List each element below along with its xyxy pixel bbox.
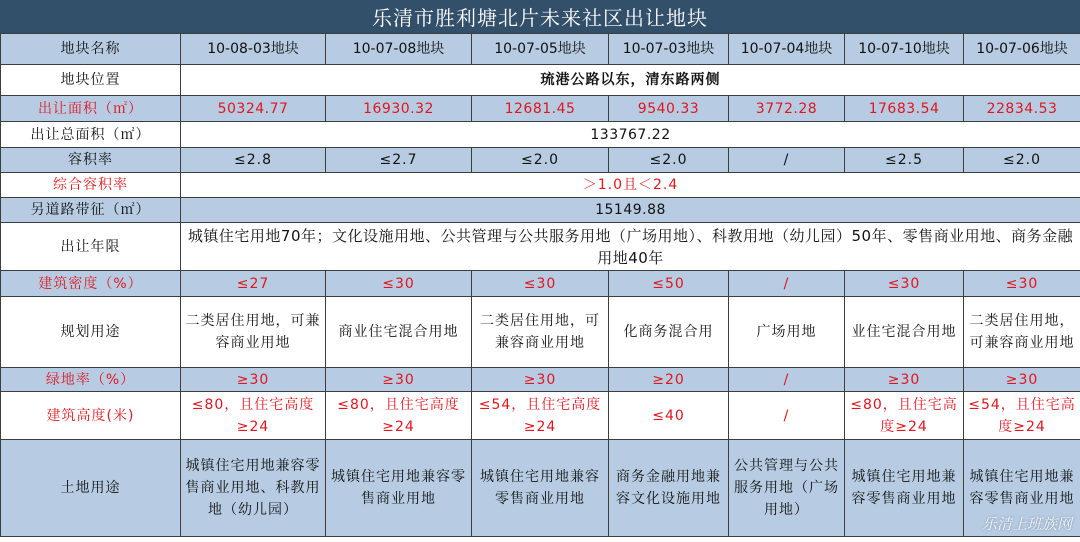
density-value: / (729, 271, 845, 297)
density-value: ≤50 (609, 271, 729, 297)
land-use-value: 城镇住宅用地兼容零售商业用地 (964, 440, 1080, 537)
road-strip-row (1, 198, 1080, 223)
green-ratio-value: ≥20 (609, 368, 729, 392)
parcel-name: 10-07-04地块 (729, 34, 845, 65)
plot-ratio-value: ≤2.0 (472, 148, 609, 173)
row-label-green-ratio: 绿地率（%） (1, 368, 181, 392)
watermark: 乐清上班族网 (981, 515, 1072, 533)
row-label-height: 建筑高度(米) (1, 392, 181, 440)
planned-use-value: 二类居住用地，可兼容商业用地 (472, 297, 609, 368)
row-label-combined-plot-ratio: 综合容积率 (1, 173, 181, 198)
land-use-value: 城镇住宅用地兼容零售商业用地 (472, 440, 609, 537)
density-value: ≤30 (964, 271, 1080, 297)
land-use-value: 城镇住宅用地兼容零售商业用地 (326, 440, 472, 537)
density-value: ≤30 (326, 271, 472, 297)
green-ratio-value: ≥30 (326, 368, 472, 392)
row-label-road-strip: 另道路带征（㎡） (1, 198, 181, 223)
planned-use-value: 商业住宅混合用地 (326, 297, 472, 368)
height-value: ≤54，且住宅高度≥24 (472, 392, 609, 440)
height-value: ≤54，且住宅高度≥24 (964, 392, 1080, 440)
term-row (1, 223, 1080, 271)
height-value: ≤80，且住宅高度≥24 (845, 392, 964, 440)
planned-use-value: 二类居住用地，可兼容商业用地 (964, 297, 1080, 368)
location-row (1, 65, 1080, 96)
plot-ratio-value: / (729, 148, 845, 173)
term-value: 城镇住宅用地70年；文化设施用地、公共管理与公共服务用地（广场用地）、科教用地（幼儿园）50年、零售商业用地、商务金融用地40年 (181, 223, 1080, 271)
location-value: 琉港公路以东，清东路两侧 (181, 65, 1080, 96)
row-label-total-area: 出让总面积（㎡） (1, 122, 181, 148)
area-row (1, 96, 1080, 122)
plot-ratio-value: ≤2.7 (326, 148, 472, 173)
row-label-land-use: 土地用途 (1, 440, 181, 537)
table-title: 乐清市胜利塘北片未来社区出让地块 (0, 0, 1080, 33)
density-value: ≤30 (845, 271, 964, 297)
height-value: ≤80，且住宅高度≥24 (326, 392, 472, 440)
land-use-row (1, 440, 1080, 537)
plot-ratio-row (1, 148, 1080, 173)
header-row (1, 34, 1080, 65)
area-value: 22834.53 (964, 96, 1080, 122)
height-value: ≤40 (609, 392, 729, 440)
height-value: ≤80，且住宅高度≥24 (181, 392, 326, 440)
combined-plot-ratio-row (1, 173, 1080, 198)
plot-ratio-value: ≤2.5 (845, 148, 964, 173)
total-area-row (1, 122, 1080, 148)
land-use-value: 城镇住宅用地兼容零售商业用地、科教用地（幼儿园） (181, 440, 326, 537)
density-value: ≤30 (472, 271, 609, 297)
area-value: 12681.45 (472, 96, 609, 122)
planned-use-value: 化商务混合用 (609, 297, 729, 368)
green-ratio-value: ≥30 (181, 368, 326, 392)
height-value: / (729, 392, 845, 440)
parcel-name: 10-07-08地块 (326, 34, 472, 65)
land-use-value: 商务金融用地兼容文化设施用地 (609, 440, 729, 537)
row-label-planned-use: 规划用途 (1, 297, 181, 368)
row-label-term: 出让年限 (1, 223, 181, 271)
row-label-plot-ratio: 容积率 (1, 148, 181, 173)
planned-use-row (1, 297, 1080, 368)
parcel-name: 10-07-10地块 (845, 34, 964, 65)
parcel-name: 10-07-05地块 (472, 34, 609, 65)
area-value: 9540.33 (609, 96, 729, 122)
planned-use-value: 二类居住用地，可兼容商业用地 (181, 297, 326, 368)
land-parcel-table (0, 33, 1080, 537)
area-value: 16930.32 (326, 96, 472, 122)
land-use-value: 公共管理与公共服务用地（广场用地） (729, 440, 845, 537)
green-ratio-value: ≥30 (472, 368, 609, 392)
green-ratio-row (1, 368, 1080, 392)
area-value: 17683.54 (845, 96, 964, 122)
row-label-parcel-name: 地块名称 (1, 34, 181, 65)
density-row (1, 271, 1080, 297)
parcel-name: 10-07-06地块 (964, 34, 1080, 65)
area-value: 50324.77 (181, 96, 326, 122)
row-label-density: 建筑密度（%） (1, 271, 181, 297)
parcel-name: 10-07-03地块 (609, 34, 729, 65)
plot-ratio-value: ≤2.0 (609, 148, 729, 173)
row-label-location: 地块位置 (1, 65, 181, 96)
plot-ratio-value: ≤2.8 (181, 148, 326, 173)
height-row (1, 392, 1080, 440)
row-label-area: 出让面积（㎡） (1, 96, 181, 122)
plot-ratio-value: ≤2.0 (964, 148, 1080, 173)
parcel-name: 10-08-03地块 (181, 34, 326, 65)
green-ratio-value: / (729, 368, 845, 392)
road-strip-value: 15149.88 (181, 198, 1080, 223)
combined-plot-ratio-value: ＞1.0且＜2.4 (181, 173, 1080, 198)
green-ratio-value: ≥30 (964, 368, 1080, 392)
land-use-value: 城镇住宅用地兼容零售商业用地 (845, 440, 964, 537)
total-area-value: 133767.22 (181, 122, 1080, 148)
density-value: ≤27 (181, 271, 326, 297)
area-value: 3772.28 (729, 96, 845, 122)
planned-use-value: 业住宅混合用地 (845, 297, 964, 368)
green-ratio-value: ≥30 (845, 368, 964, 392)
planned-use-value: 广场用地 (729, 297, 845, 368)
